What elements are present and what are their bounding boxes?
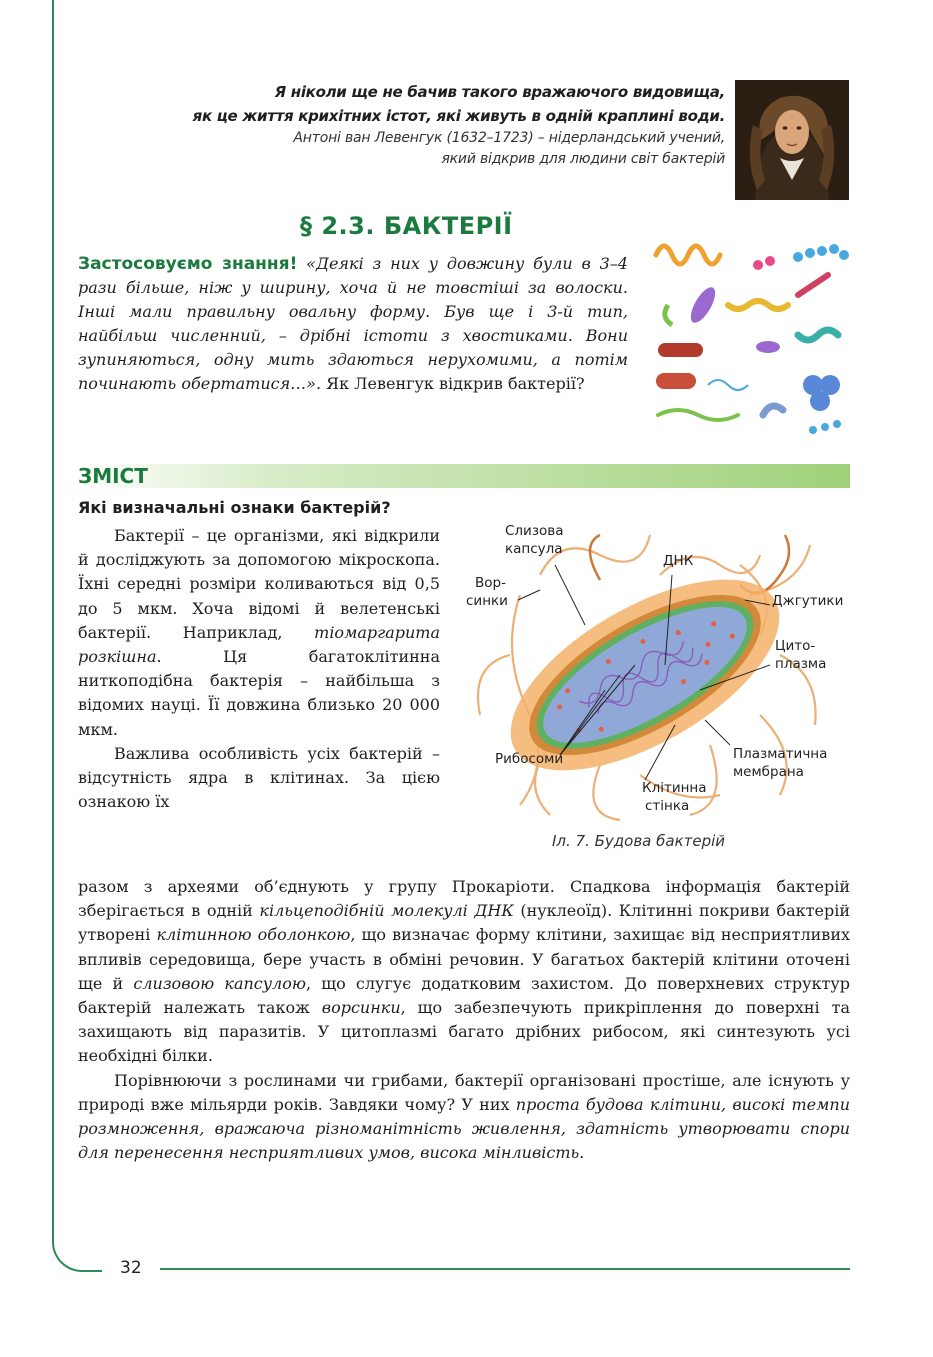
apply-knowledge-block xyxy=(78,252,628,396)
page-number: 32 xyxy=(120,1258,142,1278)
leeuwenhoek-portrait xyxy=(735,80,849,200)
section-header: ЗМІСТ xyxy=(78,464,148,488)
text-b: (нуклеоїд). Клітинні покриви бактерій утворені xyxy=(78,901,850,945)
epigraph xyxy=(110,80,725,170)
apply-question: Як Левенгук відкрив бактерії? xyxy=(321,374,585,393)
footer-line xyxy=(160,1268,850,1270)
bacteria-shapes-illustration xyxy=(648,235,853,440)
text-e: , що забезпечують прикріплення до поверхні та захищають від паразитів. У цитоплазмі багато дрібних рибосом, які синтезують усі необхідні білки. xyxy=(78,998,851,1066)
paragraph-3 xyxy=(78,1069,850,1166)
page-frame-corner xyxy=(52,1230,102,1272)
italic-capsule: слизовою капсулою xyxy=(133,973,306,993)
full-width-text xyxy=(78,875,850,1165)
section-header-bar xyxy=(78,464,850,488)
left-column-text xyxy=(78,524,440,814)
label-ribosomes: Рибосоми xyxy=(495,751,564,767)
italic-pili: ворсинки xyxy=(321,998,401,1018)
paragraph-1-text-b: . Ця багатоклітинна ниткоподібна бактерія – найбільша з відомих науці. Її довжина близько 20 000 мкм. xyxy=(78,647,440,739)
apply-lead: Застосовуємо знання! xyxy=(78,254,298,274)
epigraph-line-1: Я ніколи ще не бачив такого вражаючого видовища, xyxy=(274,83,725,101)
paragraph-3-text-b: . xyxy=(579,1143,585,1163)
label-membrane-1: Плазматична xyxy=(733,746,828,762)
figure-caption: Іл. 7. Будова бактерій xyxy=(552,832,726,850)
paragraph-3-italic: проста будова клітини, високі темпи розмноження, вражаюча різноманітність живлення, здатність утворювати спори для перенесення несприятливих умов, висока мінливість xyxy=(78,1094,850,1163)
label-pili-1: Вор- xyxy=(475,575,506,591)
italic-dna: кільцеподібній молекулі ДНК xyxy=(259,901,514,921)
text-d: , що слугує додатковим захистом. До поверхневих структур бактерій належать також xyxy=(78,973,850,1018)
text-a: разом з археями об’єднують у групу Прокаріоти. Спадкова інформація бактерій зберігається в одній xyxy=(78,877,850,921)
epigraph-line-2: як це життя крихітних істот, які живуть в одній краплині води. xyxy=(192,107,725,125)
label-pili-2: синки xyxy=(466,593,508,609)
label-cytoplasm-2: плазма xyxy=(775,656,827,672)
paragraph-1-italic: тіомаргарита розкішна xyxy=(78,622,440,667)
italic-cell-wall: клітинною оболонкою xyxy=(156,925,351,945)
page-frame-line xyxy=(52,0,54,1240)
paragraph-3-text-a: Порівнюючи з рослинами чи грибами, бактерії організовані простіше, але існують у природі вже мільярди років. Завдяки чому? У них xyxy=(78,1070,850,1114)
label-capsule-1: Слизова xyxy=(505,523,564,539)
epigraph-attribution-1: Антоні ван Левенгук (1632–1723) – нідерландський учений, xyxy=(293,130,725,146)
apply-quote: «Деякі з них у довжину були в 3–4 рази більше, ніж у ширину, хоча й не товстіші за волоски. Інші мали правильну овальну форму. Був ще і 3-й тип, найбільш численний, – дрібні істоти з хвостиками. Вони зупиняються, одну мить здаються нерухомими, а потім починають обертатися…». xyxy=(78,254,628,393)
paragraph-1 xyxy=(78,524,440,742)
label-dna: ДНК xyxy=(663,553,694,569)
page-title: § 2.3. БАКТЕРІЇ xyxy=(300,212,513,240)
label-membrane-2: мембрана xyxy=(733,764,804,780)
label-cell-wall-1: Клітинна xyxy=(642,780,707,796)
label-cell-wall-2: стінка xyxy=(645,798,690,814)
label-flagella: Джгутики xyxy=(772,593,844,609)
label-capsule-2: капсула xyxy=(505,541,563,557)
paragraph-1-text-a: Бактерії – це організми, які відкрили й досліджують за допомогою мікроскопа. Їхні середні розміри коливаються від 0,5 до 5 мкм. Хоча відомі й велетенські бактерії. Наприклад, xyxy=(78,526,440,642)
paragraph-2-start: Важлива особливість усіх бактерій – відсутність ядра в клітинах. За цією ознакою їх xyxy=(78,743,440,812)
subheading: Які визначальні ознаки бактерій? xyxy=(78,498,391,517)
epigraph-attribution-2: який відкрив для людини світ бактерій xyxy=(441,151,725,167)
text-c: , що визначає форму клітини, захищає від несприятливих впливів середовища, бере участь в обміні речовин. У багатьох бактерій клітини оточені ще й xyxy=(78,925,851,993)
label-cytoplasm-1: Цито- xyxy=(775,638,816,654)
paragraph-2-continued xyxy=(78,875,850,1069)
bacterium-structure-diagram xyxy=(460,515,860,825)
